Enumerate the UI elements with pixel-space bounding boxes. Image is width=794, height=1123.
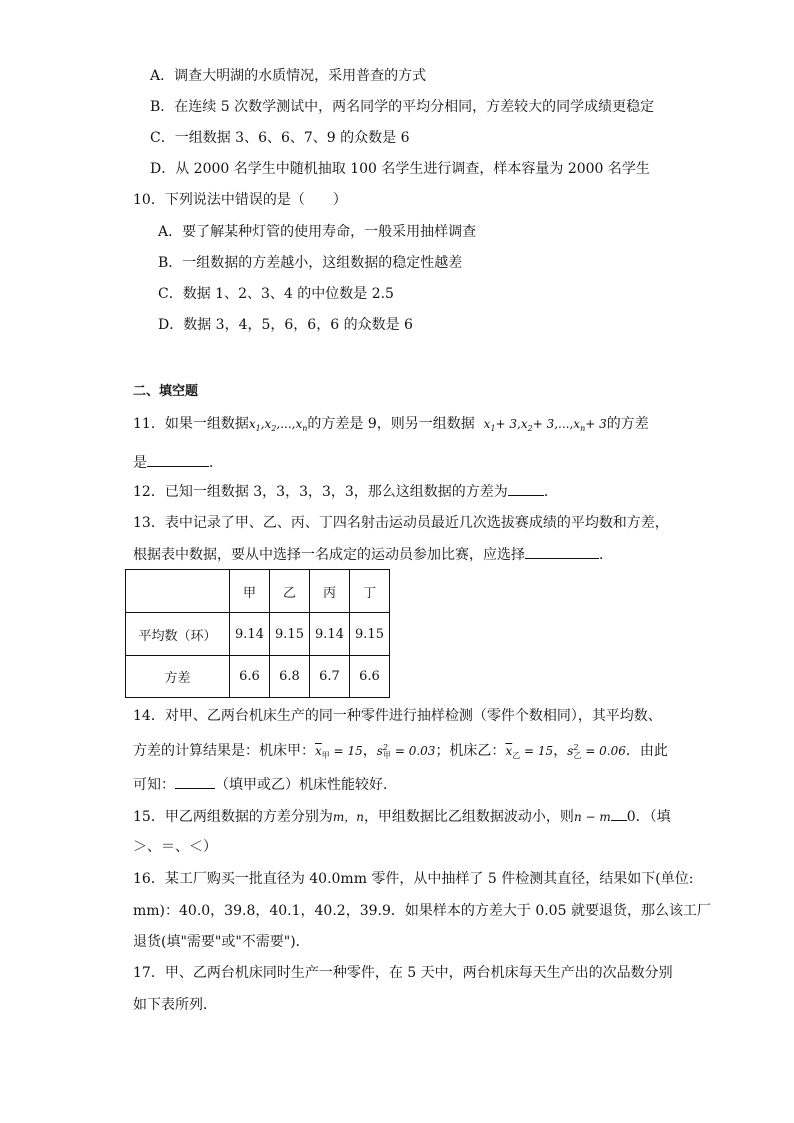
table-header-cell: 丙 (310, 570, 350, 613)
table-cell: 9.14 (310, 613, 350, 656)
q14-line2: 方差的计算结果是：机床甲：$\overline{x}_甲 = 15$，$s^2_甲 = 0.03$；机床乙：$\overline{x}_乙 = 15$，$s^2_乙 = 0.06$．由此 (133, 743, 668, 760)
answer-blank[interactable] (147, 452, 209, 467)
answer-blank[interactable] (175, 774, 215, 789)
answer-blank[interactable] (611, 806, 627, 821)
q11-data-set: $x_1,x_2,...,x_n$ (248, 417, 308, 433)
table-row (126, 613, 390, 656)
q11-new-data-set: $x_1+ 3,x_2+ 3,...,x_n+ 3$ (483, 417, 607, 433)
table-header-cell (126, 570, 230, 613)
q11-text: 的方差 (606, 416, 649, 432)
answer-blank[interactable] (508, 481, 544, 496)
table-cell: 6.6 (350, 656, 390, 698)
q11-text: 的方差是 9，则另一组数据 (307, 416, 475, 432)
q16-line3: 退货(填"需要"或"不需要")． (133, 934, 310, 950)
q15-line1: 15．甲乙两组数据的方差分别为m，n，甲组数据比乙组数据波动小，则n − m 0．（填 (133, 806, 671, 827)
q11-line2: 是 ． (133, 452, 223, 473)
q13-line1: 13．表中记录了甲、乙、丙、丁四名射击运动员最近几次选拔赛成绩的平均数和方差， (133, 515, 669, 531)
table-cell: 6.8 (270, 656, 310, 698)
q14-line1: 14．对甲、乙两台机床生产的同一种零件进行抽样检测（零件个数相同），其平均数、 (133, 708, 662, 724)
q17-line2: 如下表所列． (133, 997, 217, 1013)
q15-expression: n − m (573, 810, 611, 824)
q10-option-b: B．一组数据的方差越小，这组数据的稳定性越差 (158, 255, 463, 271)
table-cell: 方差 (126, 656, 230, 698)
q10-stem: 10．下列说法中错误的是（ ） (133, 192, 347, 208)
q10-option-c: C．数据 1、2、3、4 的中位数是 2.5 (158, 286, 394, 302)
q17-line1: 17．甲、乙两台机床同时生产一种零件，在 5 天中，两台机床每天生产出的次品数分别 (133, 965, 673, 981)
q15-variables: m，n (332, 810, 364, 824)
answer-blank[interactable] (525, 544, 599, 559)
table-header-cell: 丁 (350, 570, 390, 613)
q16-line1: 16．某工厂购买一批直径为 40.0mm 零件，从中抽样了 5 件检测其直径，结果如下(单位: (133, 871, 694, 887)
section-heading: 二、填空题 (133, 384, 199, 399)
q9-option-b: B．在连续 5 次数学测试中，两名同学的平均分相同，方差较大的同学成绩更稳定 (150, 99, 655, 115)
table-cell: 6.6 (230, 656, 270, 698)
q15-line2: ＞、＝、＜） (133, 839, 217, 855)
table-cell: 9.15 (270, 613, 310, 656)
table-header-cell: 甲 (230, 570, 270, 613)
table-header-cell: 乙 (270, 570, 310, 613)
q13-score-table (125, 569, 390, 698)
q14-mean-jia: $\overline{x}_甲 = 15$ (315, 744, 363, 760)
q11-line1 (133, 414, 649, 439)
q13-line2: 根据表中数据，要从中选择一名成定的运动员参加比赛，应选择 ． (133, 544, 613, 565)
q14-line3: 可知： （填甲或乙）机床性能较好． (133, 774, 397, 795)
table-cell: 9.14 (230, 613, 270, 656)
table-cell: 9.15 (350, 613, 390, 656)
q14-variance-yi: $s^2_乙 = 0.06$ (567, 743, 626, 760)
table-row (126, 656, 390, 698)
q9-option-d: D．从 2000 名学生中随机抽取 100 名学生进行调查，样本容量为 2000 名学生 (150, 161, 650, 177)
table-cell: 平均数（环） (126, 613, 230, 656)
table-cell: 6.7 (310, 656, 350, 698)
q14-variance-jia: $s^2_甲 = 0.03$ (376, 743, 436, 760)
table-header-row (126, 570, 390, 613)
q12-stem: 12．已知一组数据 3，3，3，3，3，那么这组数据的方差为 ． (133, 481, 558, 502)
q14-mean-yi: $\overline{x}_乙 = 15$ (505, 744, 554, 760)
q11-text: 11．如果一组数据 (133, 416, 249, 432)
q9-option-a: A．调查大明湖的水质情况，采用普查的方式 (150, 68, 427, 84)
q16-line2: mm)：40.0，39.8，40.1，40.2，39.9．如果样本的方差大于 0.05 就要退货，那么该工厂 (133, 903, 711, 919)
q10-option-a: A．要了解某种灯管的使用寿命，一般采用抽样调查 (158, 224, 477, 240)
q9-option-c: C．一组数据 3、6、6、7、9 的众数是 6 (150, 130, 410, 146)
q10-option-d: D．数据 3，4，5，6，6，6 的众数是 6 (158, 317, 413, 333)
